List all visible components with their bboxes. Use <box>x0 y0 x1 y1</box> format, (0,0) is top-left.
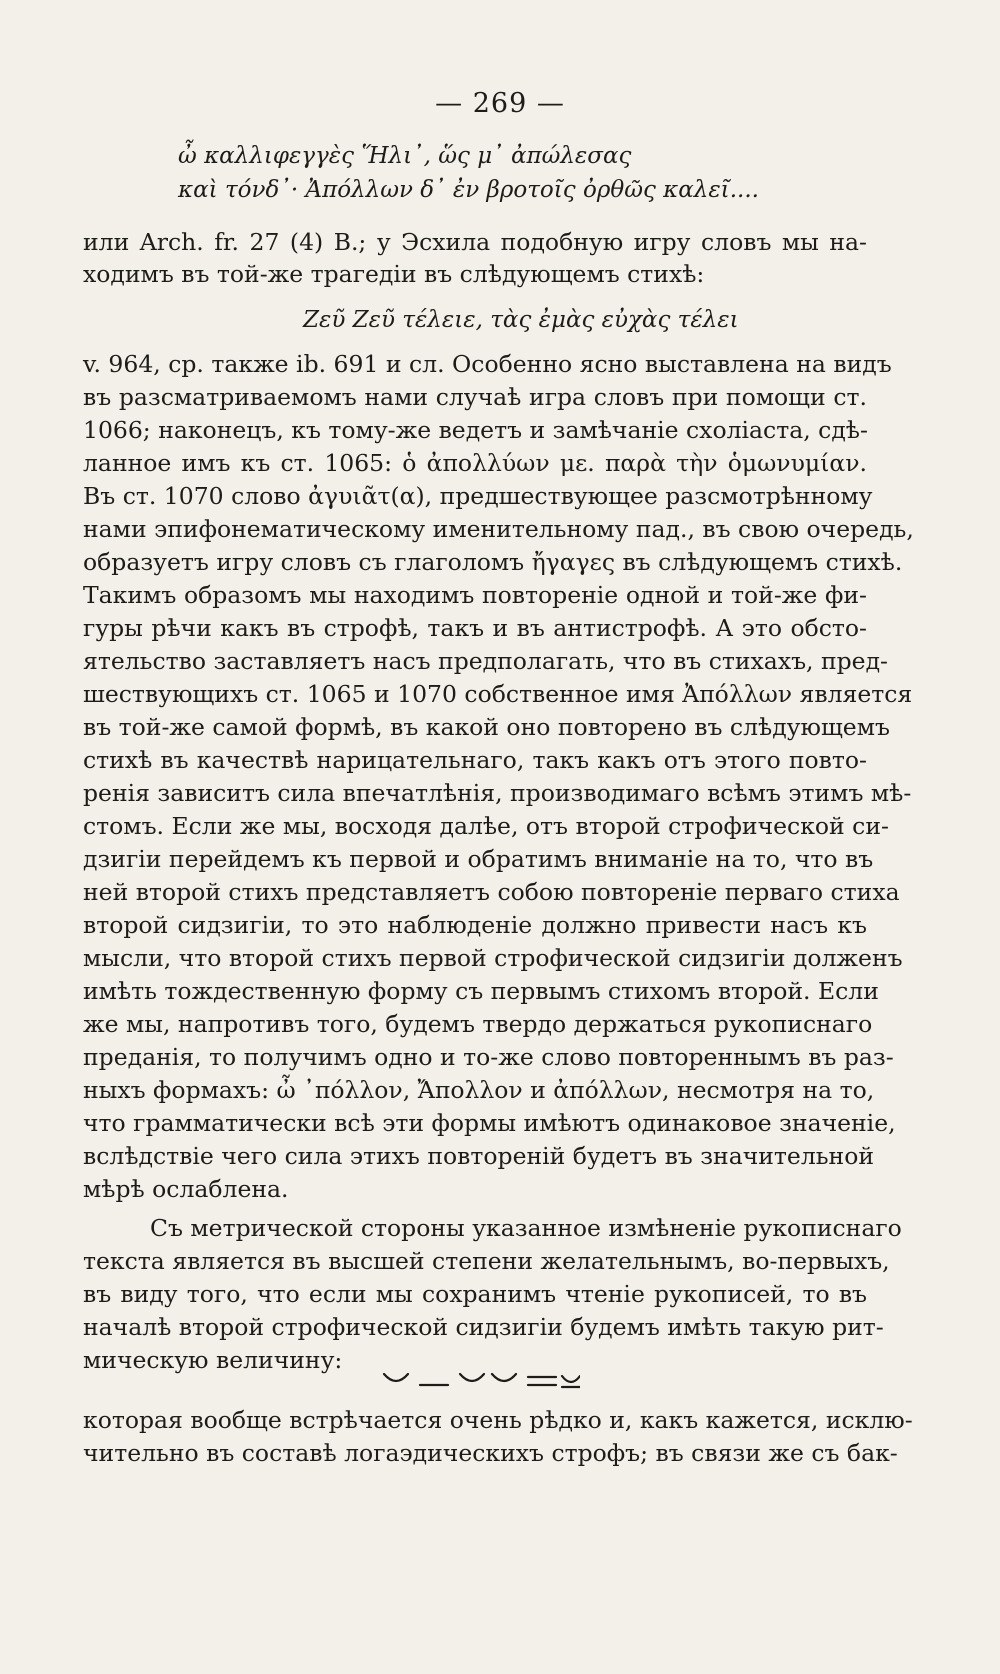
text-line: Такимъ образомъ мы находимъ повтореніе одной и той-же фи- <box>83 581 867 609</box>
text-line: же мы, напротивъ того, будемъ твердо держаться рукописнаго <box>83 1010 873 1038</box>
text-line: ныхъ формахъ: ὦ ᾽πόλλον, Ἄπολλον и ἀπόλλων, несмотря на то, <box>83 1076 875 1104</box>
text-line: въ той-же самой формѣ, въ какой оно повторено въ слѣдующемъ <box>83 713 890 741</box>
text-line: 1066; наконецъ, къ тому-же ведетъ и замѣчаніе схоліаста, сдѣ- <box>83 416 868 444</box>
text-line: мическую величину: <box>83 1346 343 1374</box>
text-line: имѣть тождественную форму съ первымъ стихомъ второй. Если <box>83 977 879 1005</box>
verse-line: καὶ τόνδ᾽· Ἀπόλλων δ᾽ ἐν βροτοῖς ὀρθῶς καλεῖ.... <box>178 177 759 203</box>
text-line: или Arch. fr. 27 (4) B.; у Эсхила подобную игру словъ мы на- <box>83 228 867 256</box>
text-line: мѣрѣ ослаблена. <box>83 1175 289 1203</box>
text-line: преданія, то получимъ одно и то-же слово повтореннымъ въ раз- <box>83 1043 894 1071</box>
text-line: началѣ второй строфической сидзигіи будемъ имѣть такую рит- <box>83 1313 884 1341</box>
text-line: что грамматически всѣ эти формы имѣютъ одинаковое значеніе, <box>83 1109 896 1137</box>
verse-line: Ζεῦ Ζεῦ τέλειε, τὰς ἐμὰς εὐχὰς τέλει <box>303 307 739 333</box>
text-line: ятельство заставляетъ насъ предполагать, что въ стихахъ, пред- <box>83 647 888 675</box>
text-line: стихѣ въ качествѣ нарицательнаго, такъ какъ отъ этого повто- <box>83 746 867 774</box>
text-line: нами эпифонематическому именительному пад., въ свою очередь, <box>83 515 914 543</box>
text-line: ренія зависитъ сила впечатлѣнія, производимаго всѣмъ этимъ мѣ- <box>83 779 912 807</box>
text-line: ланное имъ къ ст. 1065: ὁ ἀπολλύων με. παρὰ τὴν ὁμωνυμίαν. <box>83 449 867 477</box>
text-line: мысли, что второй стихъ первой строфической сидзигіи долженъ <box>83 944 903 972</box>
text-line: v. 964, ср. также ib. 691 и сл. Особенно ясно выставлена на видъ <box>83 350 892 378</box>
page-number: — 269 — <box>435 88 565 119</box>
text-line: которая вообще встрѣчается очень рѣдко и, какъ кажется, исклю- <box>83 1406 913 1434</box>
text-line: текста является въ высшей степени желательнымъ, во-первыхъ, <box>83 1247 890 1275</box>
text-line: Съ метрической стороны указанное измѣненіе рукописнаго <box>150 1214 902 1242</box>
text-line: шествующихъ ст. 1065 и 1070 собственное имя Ἀπόλλων является <box>83 680 913 708</box>
text-line: чительно въ составѣ логаэдическихъ строфъ; въ связи же съ бак- <box>83 1439 898 1467</box>
breve-mark <box>384 1374 408 1381</box>
text-line: ходимъ въ той-же трагедіи въ слѣдующемъ стихѣ: <box>83 260 705 288</box>
text-line: стомъ. Если же мы, восходя далѣе, отъ второй строфической си- <box>83 812 889 840</box>
text-line: второй сидзигіи, то это наблюденіе должно привести насъ къ <box>83 911 867 939</box>
text-line: Въ ст. 1070 слово ἀγυιᾶτ(α), предшествующее разсмотрѣнному <box>83 482 873 510</box>
text-line: дзигіи перейдемъ къ первой и обратимъ вниманіе на то, что въ <box>83 845 874 873</box>
text-line: образуетъ игру словъ съ глаголомъ ἤγαγες въ слѣдующемъ стихѣ. <box>83 548 903 576</box>
breve-mark <box>460 1374 484 1381</box>
breve-mark <box>492 1374 516 1381</box>
text-line: гуры рѣчи какъ въ строфѣ, такъ и въ антистрофѣ. А это обсто- <box>83 614 867 642</box>
text-line: въ виду того, что если мы сохранимъ чтеніе рукописей, то въ <box>83 1280 867 1308</box>
text-line: ней второй стихъ представляетъ собою повтореніе перваго стиха <box>83 878 900 906</box>
text-line: вслѣдствіе чего сила этихъ повтореній будетъ въ значительной <box>83 1142 875 1170</box>
verse-line: ὦ καλλιφεγγὲς Ἥλι᾽, ὥς μ᾽ ἀπώλεσας <box>178 143 632 169</box>
breve-mark <box>562 1376 580 1382</box>
text-line: въ разсматриваемомъ нами случаѣ игра словъ при помощи ст. <box>83 383 867 411</box>
metrical-scheme-graphic <box>380 1368 580 1390</box>
metrical-scheme <box>380 1368 580 1390</box>
